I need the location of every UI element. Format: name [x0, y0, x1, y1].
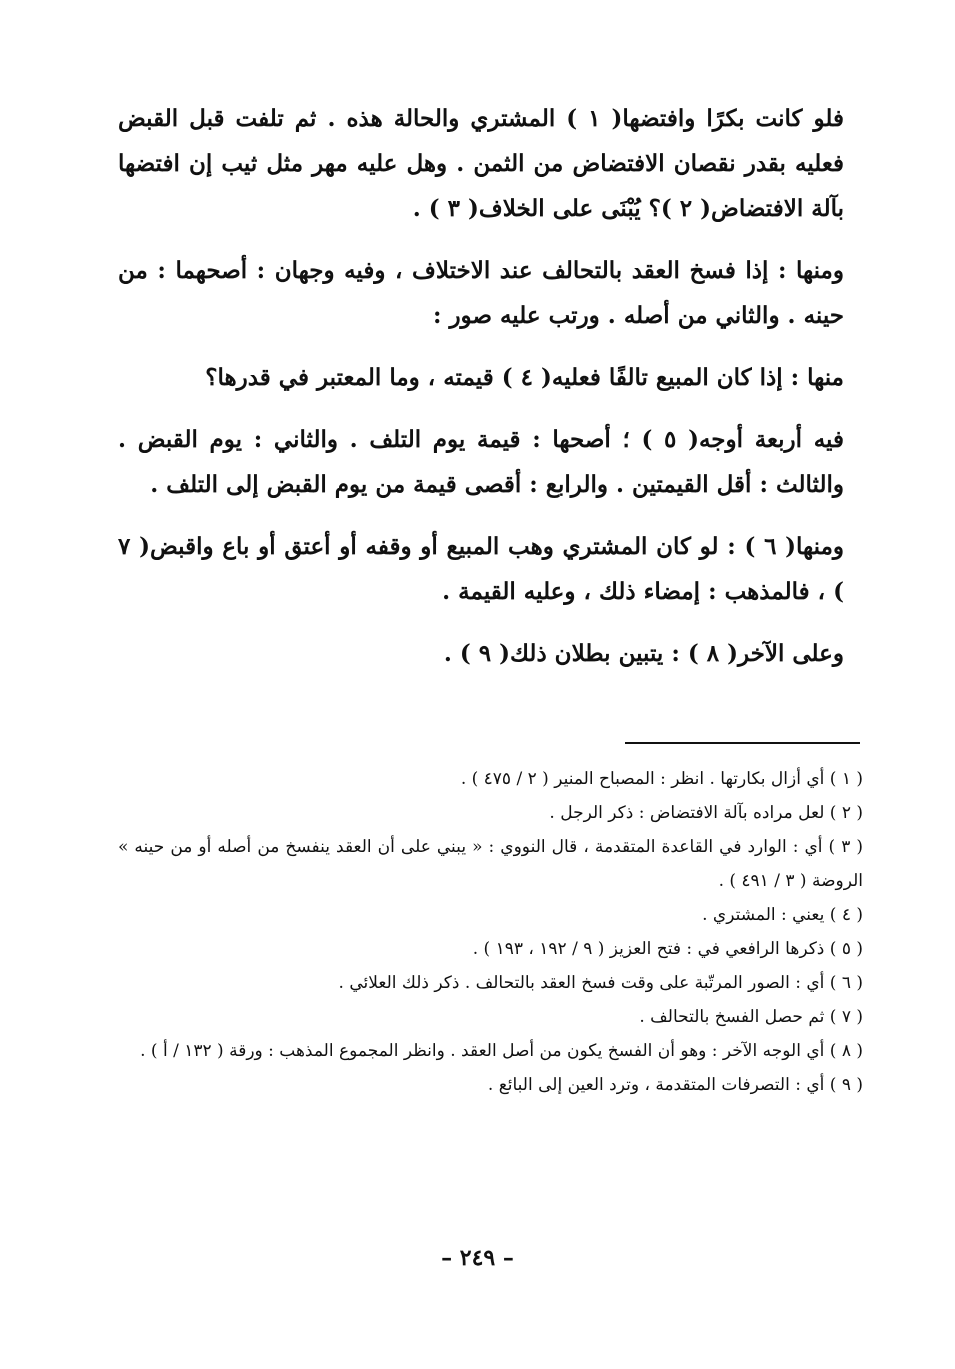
footnote: ( ٤ ) يعني : المشتري . — [702, 905, 863, 925]
footnote: ( ٩ ) أي : التصرفات المتقدمة ، وترد العين إلى البائع . — [487, 1075, 863, 1095]
paragraph: منها : إذا كان المبيع تالفًا فعليه( ٤ ) قيمته ، وما المعتبر في قدرها؟ — [205, 364, 844, 391]
footnote: ( ٧ ) ثم حصل الفسخ بالتحالف . — [639, 1007, 863, 1027]
paragraph: وعلى الآخر( ٨ ) : يتبين بطلان ذلك( ٩ ) . — [443, 640, 844, 667]
main-text — [118, 96, 844, 693]
paragraph: ومنها( ٦ ) : لو كان المشتري وهب المبيع أو وقفه أو أعتق أو باع واقبض( ٧ ) ، فالمذهب : إمضاء ذلك ، وعليه القيمة . — [118, 533, 844, 605]
footnote-separator — [625, 742, 860, 744]
page-number: – ٢٤٩ – — [441, 1245, 514, 1271]
paragraph: فيه أربعة أوجه( ٥ ) ؛ أصحها : قيمة يوم التلف . والثاني : يوم القبض . والثالث : أقل القيمتين . والرابع : أقصى قيمة من يوم القبض إلى التلف . — [118, 426, 844, 498]
footnote: ( ٦ ) أي : الصور المرتّبة على وقت فسخ العقد بالتحالف . ذكر ذلك العلائي . — [338, 973, 863, 993]
paragraph: ومنها : إذا فسخ العقد بالتحالف عند الاختلاف ، وفيه وجهان : أصحهما : من حينه . والثاني من أصله . ورتب عليه صور : — [118, 257, 844, 329]
footnote: ( ٣ ) أي : الوارد في القاعدة المتقدمة ، قال النووي : « يبني على أن العقد ينفسخ من أصله أو من حينه » الروضة ( ٣ / ٤٩١ ) . — [118, 837, 863, 891]
footnote: ( ٨ ) أي الوجه الآخر : وهو أن الفسخ يكون من أصل العقد . وانظر المجموع المذهب : ورقة ( ١٣٢ / أ ) . — [140, 1041, 863, 1061]
footnote: ( ٥ ) ذكرها الرافعي في : فتح العزيز ( ٩ / ١٩٢ ، ١٩٣ ) . — [472, 939, 863, 959]
footnotes — [118, 762, 863, 1102]
footnote: ( ٢ ) لعل مراده بآلة الافتضاض : ذكر الرجل . — [549, 803, 863, 823]
footnote: ( ١ ) أي أزال بكارتها . انظر : المصباح المنير ( ٢ / ٤٧٥ ) . — [460, 769, 863, 789]
paragraph: فلو كانت بكرًا وافتضها( ١ ) المشتري والحالة هذه . ثم تلفت قبل القبض فعليه بقدر نقصان الافتضاض من الثمن . وهل عليه مهر مثل ثيب إن افتضها بآلة الافتضاض( ٢ )؟ يُبْنَى على الخلاف( ٣ ) . — [118, 105, 844, 222]
